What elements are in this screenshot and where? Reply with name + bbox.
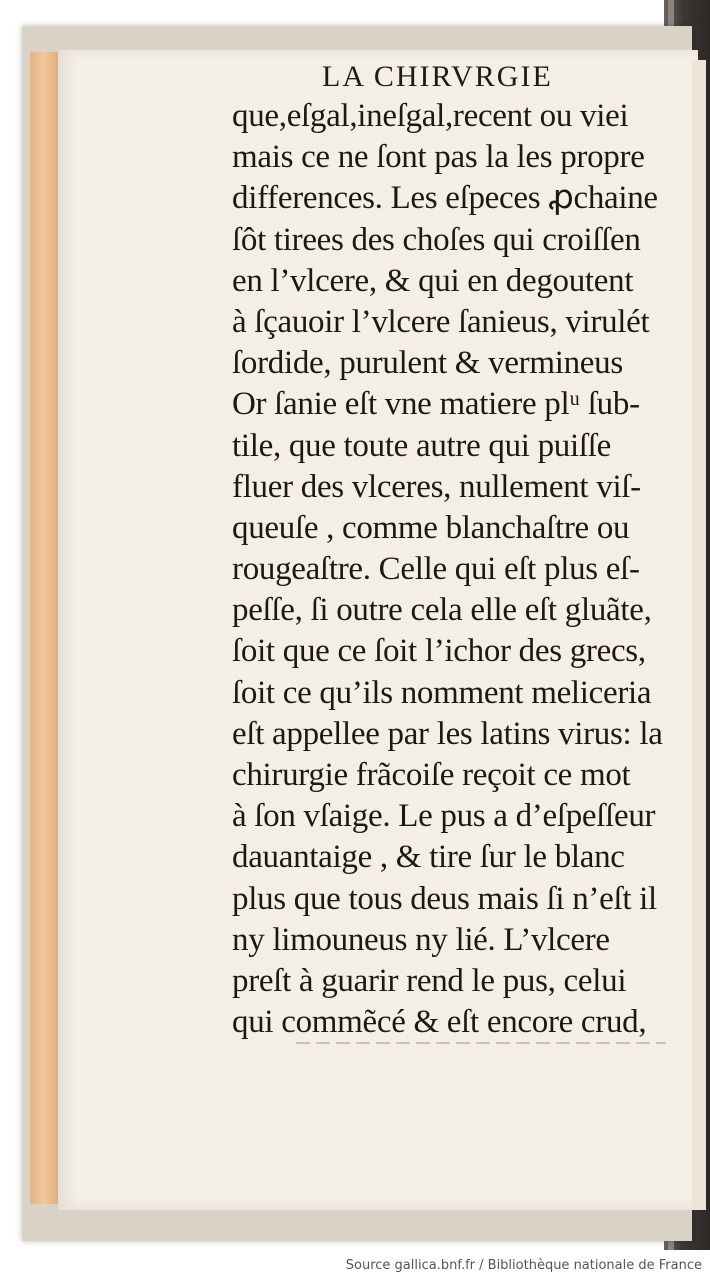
text-line: ny limouneus ny lié. L’vlcere (232, 921, 610, 958)
running-head: LA CHIRVRGIE (322, 60, 553, 93)
text-line: à ſon vſaige. Le pus a d’eſpeſſeur (232, 798, 656, 835)
text-line: queuſe , comme blanchaſtre ou (232, 509, 630, 546)
text-line: ſoit que ce ſoit l’ichor des grecs, (232, 633, 646, 670)
text-line: tile, que toute autre qui puiſſe (232, 427, 611, 464)
text-line: en l’vlcere, & qui en degoutent (232, 262, 634, 299)
text-line: à ſçauoir l’vlcere ſanieus, virulét (232, 303, 650, 340)
text-line: mais ce ne ſont pas la les propre (232, 139, 645, 176)
source-credit[interactable]: Source gallica.bnf.fr / Bibliothèque nationale de France (345, 1258, 702, 1273)
text-line: rougeaſtre. Celle qui eſt plus eſ- (232, 551, 640, 588)
page-text (232, 96, 692, 1046)
text-line: Or ſanie eſt vne matiere plᵘ ſub- (232, 386, 640, 423)
text-line: ſôt tirees des choſes qui croiſſen (232, 221, 641, 258)
text-line: eſt appellee par les latins virus: la (232, 715, 663, 752)
text-line: chirurgie frãcoiſe reçoit ce mot (232, 757, 631, 793)
text-line: differences. Les eſpeces ꝓchaine (232, 180, 658, 217)
page-edges (30, 52, 60, 1204)
text-line: qui commẽcé & eſt encore crud, (232, 1004, 647, 1041)
text-line: preſt à guarir rend le pus, celui (232, 962, 627, 999)
text-line: dauantaige , & tire ſur le blanc (232, 839, 625, 876)
text-line: que,eſgal,ineſgal,recent ou viei (232, 98, 629, 134)
text-line: ſoit ce qu’ils nomment meliceria (232, 674, 652, 711)
text-line: fluer des vlceres, nullement viſ- (232, 468, 641, 505)
bottom-ornament-rule (296, 1042, 666, 1044)
text-line: ſordide, purulent & vermineus (232, 345, 623, 382)
adjacent-page-edge (692, 60, 706, 1210)
text-line: peſſe, ſi outre cela elle eſt gluãte, (232, 592, 652, 629)
text-line: plus que tous deus mais ſi n’eſt il (232, 880, 657, 917)
